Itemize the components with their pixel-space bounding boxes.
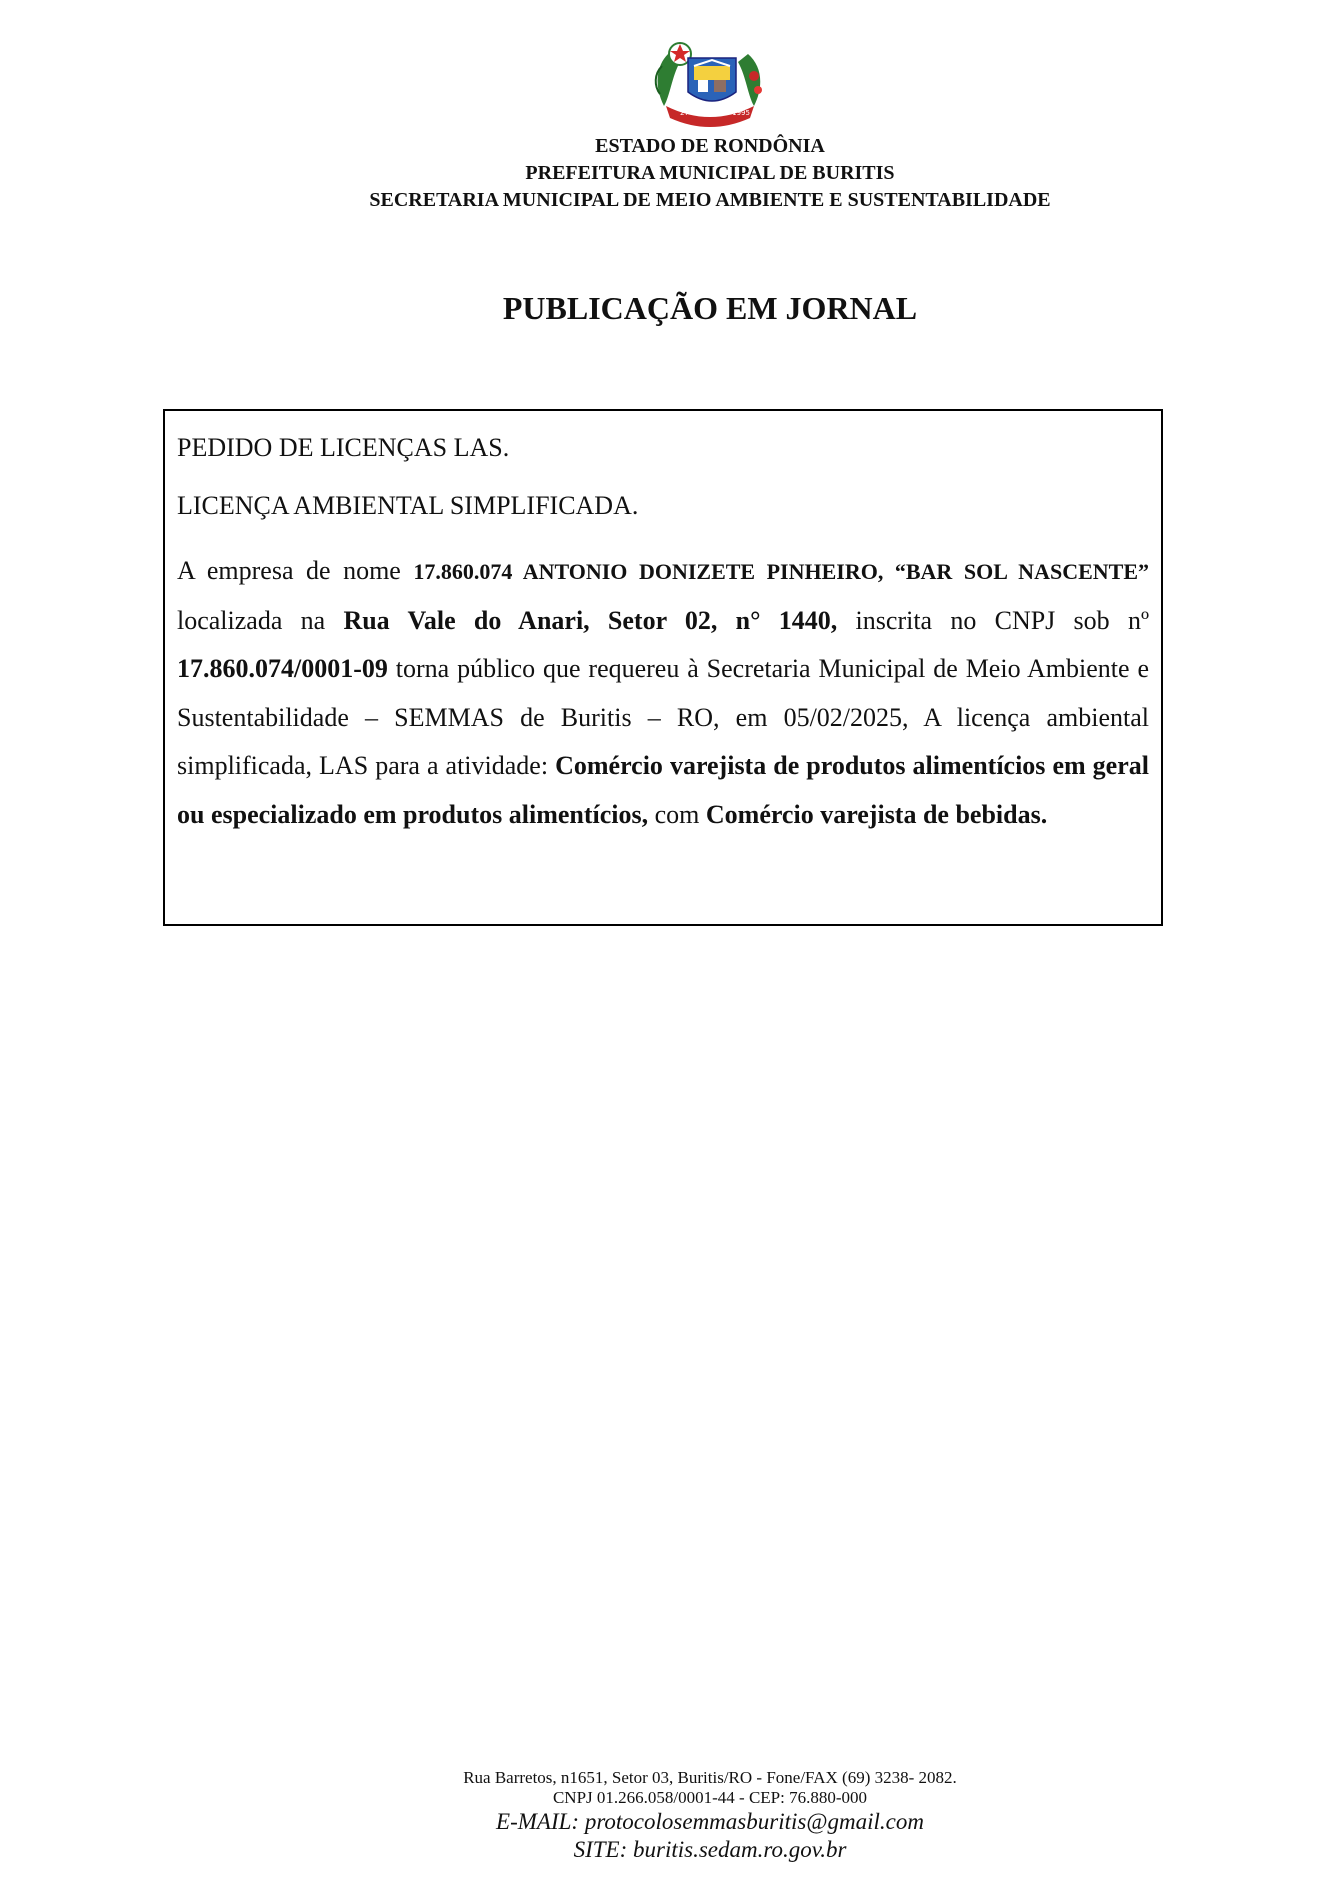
footer-email: E-MAIL: protocolosemmasburitis@gmail.com [496, 1809, 924, 1834]
company-address: Rua Vale do Anari, Setor 02, n° 1440, [343, 605, 838, 635]
notice-heading-2: LICENÇA AMBIENTAL SIMPLIFICADA. [177, 491, 639, 520]
state-name: ESTADO DE RONDÔNIA [595, 135, 825, 157]
document-header [0, 133, 1331, 214]
notice-request: torna público que requereu à Secretaria Municipal de Meio Ambiente e Sustentabilidade – SEMMAS de Buritis – RO, em 05/02/2025, A licença ambiental simplificada, LAS para a atividade: [177, 654, 1149, 780]
prefecture-name: PREFEITURA MUNICIPAL DE BURITIS [525, 162, 895, 184]
notice-with: com [648, 799, 706, 829]
footer-site: SITE: buritis.sedam.ro.gov.br [573, 1837, 847, 1862]
crest-ribbon-text: 27 12 BURITIS 1995 [680, 109, 750, 117]
footer-address: Rua Barretos, n1651, Setor 03, Buritis/RO - Fone/FAX (69) 3238- 2082. [463, 1768, 957, 1787]
notice-box [163, 409, 1163, 926]
activity-primary: Comércio varejista de produtos alimentícios em geral ou especializado em produtos alimentícios, [177, 751, 1149, 829]
notice-located: localizada na [177, 605, 344, 635]
notice-heading-1: PEDIDO DE LICENÇAS LAS. [177, 433, 510, 462]
footer-cnpj-cep: CNPJ 01.266.058/0001-44 - CEP: 76.880-000 [552, 1788, 868, 1807]
coat-of-arms-icon [650, 36, 770, 128]
secretariat-name: SECRETARIA MUNICIPAL DE MEIO AMBIENTE E SUSTENTABILIDADE [369, 189, 1051, 211]
notice-registered: inscrita no CNPJ sob nº [837, 605, 1150, 635]
activity-secondary: Comércio varejista de bebidas. [705, 799, 1048, 829]
page-title: PUBLICAÇÃO EM JORNAL [502, 290, 918, 326]
notice-intro: A empresa de nome [177, 556, 414, 585]
document-footer [0, 1768, 1331, 1864]
company-cnpj: 17.860.074/0001-09 [177, 654, 388, 683]
company-name: 17.860.074 ANTONIO DONIZETE PINHEIRO, “BAR SOL NASCENTE” [413, 559, 1149, 584]
notice-body [177, 547, 1149, 839]
